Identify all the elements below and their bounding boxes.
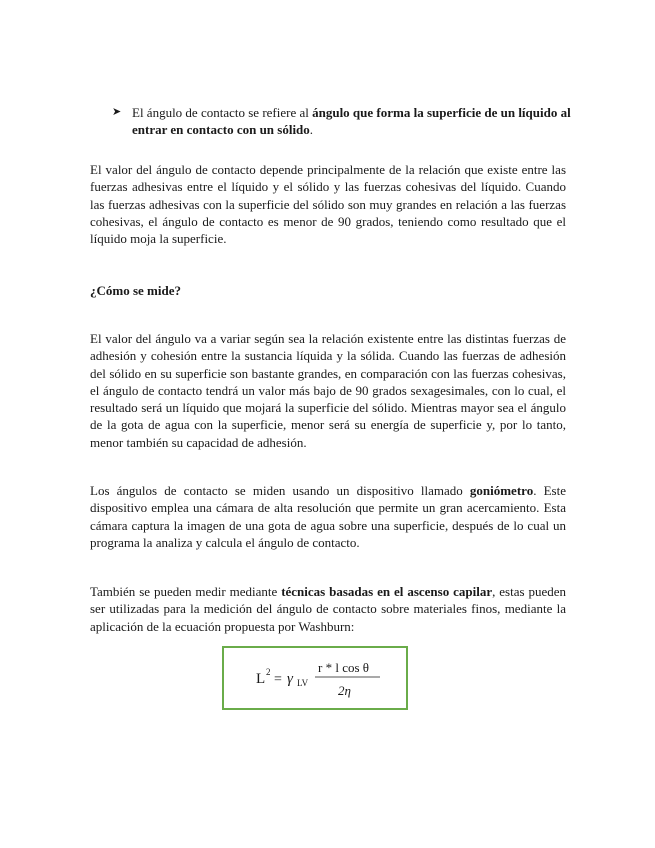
bullet-text-plain: El ángulo de contacto se refiere al bbox=[132, 105, 313, 120]
equation-denominator: 2η bbox=[338, 683, 351, 698]
washburn-equation bbox=[224, 648, 410, 712]
equation-gamma: γ bbox=[287, 671, 293, 687]
paragraph-4-plain-2: , estas pueden ser utilizadas para la medición del ángulo de contacto sobre materiales finos, mediante la aplicación de la ecuación propuesta por Washburn: bbox=[90, 584, 567, 634]
paragraph-4 bbox=[90, 583, 566, 635]
arrow-right-bullet-icon: ➤ bbox=[112, 106, 122, 118]
equation-numerator: r * l cos θ bbox=[318, 660, 369, 675]
paragraph-2: El valor del ángulo va a variar según sea la relación existente entre las distintas fuerzas de adhesión y cohesión entre la sustancia líquida y la sólida. Cuando las fuerzas de adhesión del sólido en su superficie son bastante grandes, en comparación con las fuerzas cohesivas, el ángulo de contacto tendrá un valor más bajo de 90 grados sexagesimales, con lo cual, el resultado será un líquido que mojará la superficie del sólido. Mientras mayor sea el ángulo de la gota de agua con la superficie, menor será su energía de superficie y, por lo tanto, menor también su capacidad de adhesión. bbox=[90, 331, 566, 450]
paragraph-1: El valor del ángulo de contacto depende principalmente de la relación que existe entre las fuerzas adhesivas entre el líquido y el sólido y las fuerzas cohesivas del líquido. Cuando las fuerzas adhesivas con la superficie del sólido son muy grandes en relación a las fuerzas cohesivas, el ángulo de contacto es menor de 90 grados, teniendo como resultado que el líquido moja la superficie. bbox=[90, 162, 566, 247]
capillary-technique-term: técnicas basadas en el ascenso capilar bbox=[281, 584, 493, 599]
bullet-text-end: . bbox=[309, 122, 314, 137]
washburn-equation-box bbox=[222, 646, 408, 710]
equation-lhs-exponent: 2 bbox=[266, 667, 271, 677]
paragraph-3 bbox=[90, 482, 566, 551]
bullet-text bbox=[132, 104, 572, 138]
paragraph-4-plain-1: También se pueden medir mediante bbox=[90, 584, 282, 599]
paragraph-3-plain-2: . Este dispositivo emplea una cámara de alta resolución que permite un gran acercamiento. Esta cámara captura la imagen de una gota de agua sobre una superficie, después de lo cual un programa la analiza y calcula el ángulo de contacto. bbox=[90, 483, 566, 550]
bullet-text-bold: ángulo que forma la superficie de un líquido al entrar en contacto con un sólido bbox=[132, 105, 571, 137]
equation-gamma-subscript: LV bbox=[297, 678, 309, 688]
paragraph-3-plain-1: Los ángulos de contacto se miden usando un dispositivo llamado bbox=[90, 483, 470, 498]
section-heading: ¿Cómo se mide? bbox=[90, 283, 181, 298]
equation-lhs: L bbox=[256, 671, 266, 687]
goniometro-term: goniómetro bbox=[469, 483, 534, 498]
equation-equals: = bbox=[274, 672, 282, 687]
